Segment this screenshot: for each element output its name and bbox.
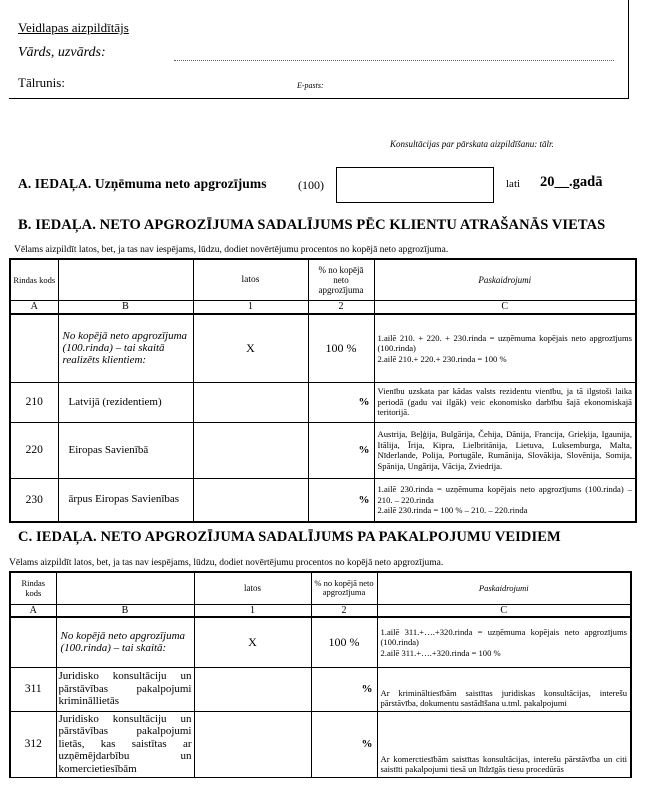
total-row-latos: X <box>193 314 308 382</box>
col-header-latos: latos <box>194 572 311 604</box>
row-code-230: 230 <box>10 478 58 522</box>
col-header-code: Rindas kods <box>10 572 56 604</box>
email-label: E-pasts: <box>297 81 324 90</box>
section-a-code: (100) <box>298 178 324 192</box>
col-letter: A <box>10 300 58 314</box>
row-label-230: ārpus Eiropas Savienības <box>58 478 193 522</box>
col-letter: B <box>56 604 194 617</box>
section-c-note: Vēlams aizpildīt latos, bet, ja tas nav iespējams, lūdzu, dodiet novērtējumu procentos no kopējā neto apgrozījuma. <box>9 558 444 568</box>
row-pct-210-input[interactable]: % <box>308 382 374 422</box>
row-label-210: Latvijā (rezidentiem) <box>58 382 193 422</box>
total-row-pct: 100 % <box>311 617 377 667</box>
row-code-220: 220 <box>10 422 58 478</box>
filler-info-box <box>9 0 629 99</box>
total-row-expl: 1.ailē 311.+….+320.rinda = uzņēmuma kopējais neto apgrozījums (100.rinda) 2.ailē 311.+….+320.rinda = 100 % <box>377 617 631 667</box>
consultation-note: Konsultācijas par pārskata aizpildīšanu: tālr. <box>390 139 554 149</box>
section-c-title: C. IEDAĻA. NETO APGROZĪJUMA SADALĪJUMS PA PAKALPOJUMU VEIDIEM <box>18 529 561 545</box>
row-latos-230-input[interactable] <box>193 478 308 522</box>
total-row-label: No kopējā neto apgrozījuma (100.rinda) – tai skaitā: <box>56 617 194 667</box>
section-b-table <box>9 258 637 523</box>
row-code-311: 311 <box>10 667 56 711</box>
row-expl-311: Ar krimināltiesībām saistītas juridiskas konsultācijas, interešu pārstāvība, dokumentu sastādīšana u.tml. pakalpojumi <box>377 667 631 711</box>
col-header-code: Rindas kods <box>10 259 58 300</box>
row-label-312: Juridisko konsultāciju un pārstāvības pakalpojumi lietās, kas saistītas ar uzņēmējdarbību un komercietiesībām <box>56 711 194 777</box>
row-code-312: 312 <box>10 711 56 777</box>
section-b-title: B. IEDAĻA. NETO APGROZĪJUMA SADALĪJUMS PĒC KLIENTU ATRAŠANĀS VIETAS <box>18 217 606 233</box>
col-header-name <box>56 572 194 604</box>
col-letter: 2 <box>311 604 377 617</box>
col-header-expl: Paskaidrojumi <box>377 572 631 604</box>
section-a-unit: lati <box>506 178 521 190</box>
row-latos-220-input[interactable] <box>193 422 308 478</box>
row-label-311: Juridisko konsultāciju un pārstāvības pakalpojumi krimināllietās <box>56 667 194 711</box>
row-pct-312-input[interactable]: % <box>311 711 377 777</box>
col-header-pct: % no kopējā neto apgrozījuma <box>308 259 374 300</box>
row-latos-311-input[interactable] <box>194 667 311 711</box>
row-expl-312: Ar komerctiesībām saistītas konsultācijas, interešu pārstāvība un citi saistīti pakalpojumi tiesā un līdzīgās tiesu procedūrās <box>377 711 631 777</box>
name-field[interactable] <box>174 60 614 61</box>
col-header-latos: latos <box>193 259 308 300</box>
col-letter: A <box>10 604 56 617</box>
col-letter: C <box>374 300 636 314</box>
filler-title: Veidlapas aizpildītājs <box>18 20 129 35</box>
section-b-note: Vēlams aizpildīt latos, bet, ja tas nav iespējams, lūdzu, dodiet novērtējumu procentos no kopējā neto apgrozījuma. <box>14 245 449 255</box>
col-header-expl: Paskaidrojumi <box>374 259 636 300</box>
row-latos-210-input[interactable] <box>193 382 308 422</box>
row-pct-220-input[interactable]: % <box>308 422 374 478</box>
total-row-pct: 100 % <box>308 314 374 382</box>
row-code-210: 210 <box>10 382 58 422</box>
name-label: Vārds, uzvārds: <box>18 45 106 60</box>
col-letter: C <box>377 604 631 617</box>
col-letter: 2 <box>308 300 374 314</box>
row-pct-311-input[interactable]: % <box>311 667 377 711</box>
col-letter: 1 <box>193 300 308 314</box>
row-expl-230: 1.ailē 230.rinda = uzņēmuma kopējais neto apgrozījums (100.rinda) – 210. – 220.rinda 2.ailē 230.rinda = 100 % – 210. – 220.rinda <box>374 478 636 522</box>
col-letter: 1 <box>194 604 311 617</box>
col-header-name <box>58 259 193 300</box>
row-expl-210: Vienību uzskata par kādas valsts rezidentu vienību, ja tā ilgstoši laika periodā (gadu vai ilgāk) veic ekonomisko darbību šajā ekonomiskajā teritorijā. <box>374 382 636 422</box>
row-latos-312-input[interactable] <box>194 711 311 777</box>
phone-label: Tālrunis: <box>18 75 65 90</box>
row-pct-230-input[interactable]: % <box>308 478 374 522</box>
net-turnover-input[interactable] <box>336 167 494 203</box>
row-label-220: Eiropas Savienībā <box>58 422 193 478</box>
total-row-label: No kopējā neto apgrozījuma (100.rinda) – tai skaitā realizēts klientiem: <box>58 314 193 382</box>
row-expl-220: Austrija, Beļģija, Bulgārija, Čehija, Dānija, Francija, Grieķija, Igaunija, Itālija, Īrija, Kipra, Lielbritānija, Lietuva, Luksemburga, Malta, Nīderlande, Polija, Portugāle, Rumānija, Slovākija, Slovēnija, Somija, Spānija, Ungārija, Vācija, Zviedrija. <box>374 422 636 478</box>
section-c-table <box>9 571 632 778</box>
section-a-title: A. IEDAĻA. Uzņēmuma neto apgrozījums <box>18 176 267 191</box>
total-row-latos: X <box>194 617 311 667</box>
col-letter: B <box>58 300 193 314</box>
total-row-expl: 1.ailē 210. + 220. + 230.rinda = uzņēmuma kopējais neto apgrozījums (100.rinda) 2.ailē 210.+ 220.+ 230.rinda = 100 % <box>374 314 636 382</box>
col-header-pct: % no kopējā neto apgrozījuma <box>311 572 377 604</box>
section-a-year: 20__.gadā <box>540 174 603 190</box>
